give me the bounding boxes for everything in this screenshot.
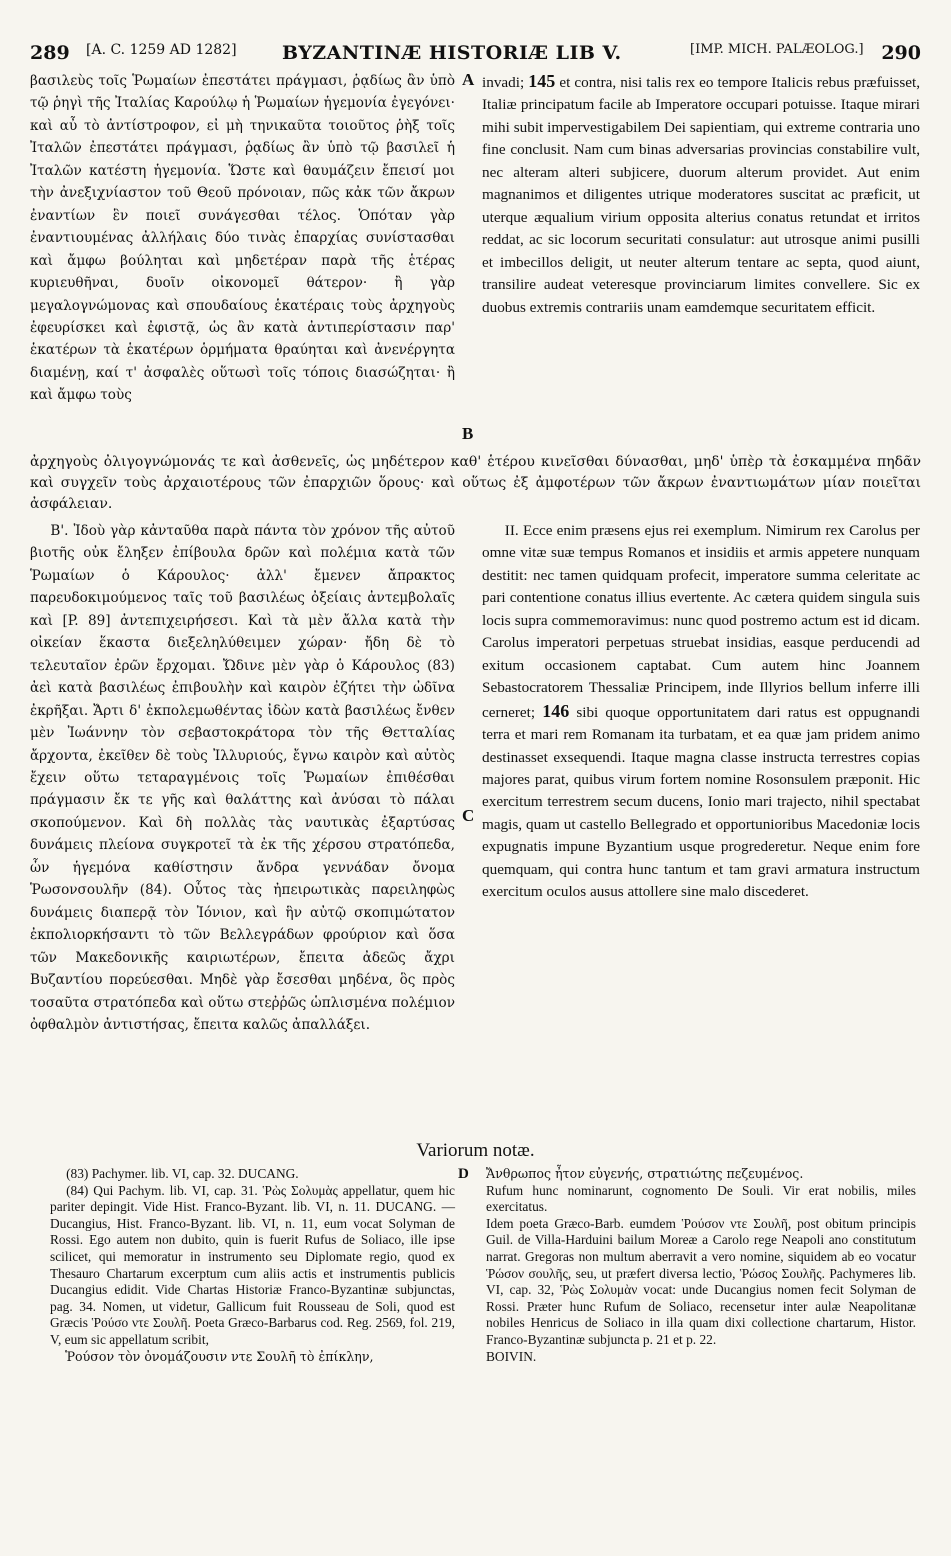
note-84: (84) Qui Pachym. lib. VI, cap. 31. Ῥὼς Σολυμὰς appellatur, quem hic pariter depingit. Vide Hist. Franco-Byzant. lib. VI, n. 11. DUCANG. — Ducangius, Hist. Franco-Byzant. lib. VI, n. 11, eum vocat Solyman de Rossi. Ego autem non dubito, quin is fuerit Rufus de Soliaco, ille ipse scilicet, qui memoratur in instrumento seu Diplomate regio, quod ex Thesauro Chartarum excerptum cum aliis actis et instrumentis publicis Ducangius edidit. Vide Chartas Historiæ Franco-Byzantinæ subjunctas, pag. 34. Nomen, ut videtur, Gallicum fuit Rousseau de Soli, quod est Græcis Ῥούσο ντε Σουλῆ. Poeta Græco-Barbarus cod. Reg. 2569, fol. 219, V, eum sic appellatum scribit,	[50, 1182, 455, 1347]
greek-fullwidth-continuation	[30, 452, 921, 516]
greek-paragraph-bottom: Β'. Ἰδοὺ γὰρ κἀνταῦθα παρὰ πάντα τὸν χρόνον τῆς αὐτοῦ βιοτῆς οὐκ ἔληξεν ἐπίβουλα δρῶν καὶ πολέμια κατὰ τῶν Ῥωμαίων ὁ Κάρουλος· ἀλλ' ἔμενεν ἄπρακτος παρευδοκιμούμενος ταῖς τοῦ βασιλέως ὀξείαις ἀντεμβολαῖς καὶ [P. 89] ἀντεπιχειρήσεσι. Καὶ τὰ μὲν ἄλλα κατὰ τὴν οἰκείαν ἕκαστα διεξεληλύθειμεν χώραν· ἤδη δὲ τὸ τελευταῖον ἐρῶν ἔρχομαι. Ὤδινε μὲν γὰρ ὁ Κάρουλος (83) ἀεὶ κατὰ βασιλέως ἐπιβουλὴν καὶ καιρὸν ἐζήτει τὴν ὠδῖνα ἐκρῆξαι. Ἄρτι δ' ἐκπολεμωθέντας ἰδὼν κατὰ βασιλέως ἔνθεν μὲν Ἰωάννην τὸν σεβαστοκράτορα τὸν τῆς Θετταλίας ἄρχοντα, ἐκεῖθεν δὲ τοὺς Ἰλλυριούς, ἔγνω καιρὸν καὶ αὐτὸς ἔχειν οὕτω τεταραγμένοις τοῖς Ῥωμαίων ἐπιθέσθαι πράγμασιν ἔκ τε γῆς καὶ θαλάττης καὶ ἀνύσαι τὸ πάλαι σκοπούμενον. Καὶ δὴ πολλὰς τὰς ναυτικὰς ἐξαρτύσας δυνάμεις πλείονα συγκροτεῖ τὰ ἐκ τῆς χέρσου στρατόπεδα, ὧν ἡγεμόνα καθίστησιν ἄνδρα γεννάδαν ὄνομα Ῥωσονσουλῆν (84). Οὗτος τὰς ἠπειρωτικὰς παρειληφὼς δυνάμεις διαπερᾷ τὸν Ἰόνιον, καὶ ἣν αὐτῷ σκοπιμώτατον ἐκπολιορκήσαντι τὸ τῶν Βελλεγράδων φρούριον καὶ ὅσα τῶν Μακεδονικῆς καιριωτέρων, ἔπειτα ἀδεῶς ἄχρι Βυζαντίου πορεύεσθαι. Μηδὲ γὰρ ἔσεσθαι μηδένα, ὃς πρὸς τοσαῦτα στρατόπεδα καὶ οὕτω στεῤῥῶς ὡπλισμένα πολέμιον ὀφθαλμὸν ἀντιστήσας, ἔπειτα καλῶς ἀπαλλάξει.	[30, 523, 455, 1033]
latin-paragraph-bottom	[482, 520, 920, 904]
book-title: BYZANTINÆ HISTORIÆ LIB V.	[282, 42, 622, 64]
note-author: BOIVIN.	[486, 1348, 537, 1364]
note-84-verse: Ῥούσον τὸν ὀνομάζουσιν ντε Σουλῆ τὸ ἐπίκλην,	[65, 1348, 374, 1364]
note-83: (83) Pachymer. lib. VI, cap. 32. DUCANG.	[66, 1166, 299, 1181]
section-number-146: 146	[542, 700, 570, 721]
margin-marker-d: D	[458, 1166, 469, 1182]
latin-bottom-text: sibi quoque opportunitatem dari ratus est oppugnandi terra et mari rem Romanam ita turbatam, et ea quæ jam pridem animo destinasset exsequendi. Itaque magna classe instructa terrestres copias majores parat, quibus virum fortem nomine Rosonsulem præponit. Hic exercitum terrestrem secum ducens, Ionio mari trajecto, nihil spectabat magis, quam ut castello Bellegrado et opportunioribus Macedoniæ locis expugnatis impune Byzantium usque progrederetur. Neque enim fore quemquam, qui contra hunc tantum et tam gravi armatura instructum exercitum oculos ausus attollere sine malo discederet.	[482, 703, 921, 901]
notes-left-column	[50, 1166, 455, 1365]
latin-paragraph-top	[482, 70, 920, 319]
date-range: [A. C. 1259 AD 1282]	[86, 42, 237, 58]
running-header	[30, 42, 921, 68]
latin-column-top	[482, 70, 920, 319]
page-number-left: 289	[30, 42, 70, 64]
latin-bottom-lead: II. Ecce enim præsens ejus rei exemplum. Nimirum rex Carolus per omne vitæ suæ tempus Romanos et insidiis et armis appetere nunquam destitit: nec tamen quidquam profecit, imperatore summa celeritate ac pari contentione conatus illius evertente. Ac cætera quidem singula suis locis supra commemoravimus: nunc quod postremo actum est id dicam. Carolus imperatori perpetuas struebat insidias, easque perducendi ad exitum occasionem captabat. Cum autem hinc Joannem Sebastocratorem Thessaliæ Principem, inde Illyrios bellum inferre illi cerneret;	[482, 522, 920, 721]
notes-right-column	[486, 1166, 916, 1365]
latin-top-lead: invadi;	[482, 74, 525, 91]
margin-marker-c: C	[462, 806, 475, 825]
greek-column-bottom	[30, 520, 455, 1036]
note-boivin-text: Idem poeta Græco-Barb. eumdem Ῥούσον ντε Σουλῆ, post obitum principis Guil. de Villa-Harduini bailum Moreæ a Carolo rege Neapoli ano constitutum narrat. Gregoras non multum aberravit a vero nomine, siquidem ab eo vocatur Ῥώσον σουλῆς, seu, ut præfert diversa lectio, Ῥώσος Σουλῆς. Pachymeres lib. VI, cap. 32, Ῥὼς Σολυμὰν vocat: unde Ducangius nomen fecit Solyman de Rossi. Præter hunc Rufum de Soliaco, recensetur inter aulæ Neapolitanæ nobiles Henricus de Soliaco in illa quam dixi collectione chartarum, Histor. Franco-Byzantinæ subjuncta p. 21 et p. 22.	[486, 1215, 916, 1347]
latin-top-text: et contra, nisi talis rex eo tempore Italicis rebus præfuisset, Italiæ principatum facile ab Imperatore occupari potuisse. Itaque mirari mihi subit impervestigabilem Dei sapientiam, qui extreme contraria uno fine conclusit. Nam cum binas adversarias provincias constabilire vult, nec alteram alteri subjicere, duorum alterum providet. Aut enim magnanimos et diligentes utrique moderatores suscitat ac præficit, ut uterque æqualium virium opposita alterius conatus retundat et irritos reddat, ac sic locorum securitati consulatur: aut utrosque animi pusilli et imbecillos deligit, ut neuter alterum tentare ac septa, quod aiunt, transilire audeat veteresque provinciarum limites convellere. Sic ex duobus extremis contrariis unam eamdemque securitatem efficit.	[482, 74, 921, 316]
margin-marker-b: B	[462, 424, 474, 443]
greek-column-top	[30, 70, 455, 407]
greek-full-text: ἀρχηγοὺς ὀλιγογνώμονάς τε καὶ ἀσθενεῖς, ὡς μηδέτερον καθ' ἑτέρου κινεῖσθαι δύνασθαι, μηδ' ὑπὲρ τὰ ἐσκαμμένα πηδᾶν καὶ συγχεῖν τοὺς ἀρχαιοτέρους τῶν ἐπαρχιῶν ὅρους· καὶ οὕτως ἐξ ἀμφοτέρων τῶν ἄκρων ἐναντιωμάτων μίαν ποιεῖται ἀσφάλειαν.	[30, 454, 921, 513]
note-verse-latin: Rufum hunc nominarunt, cognomento De Souli. Vir erat nobilis, miles exercitatus.	[486, 1182, 916, 1215]
latin-column-bottom	[482, 520, 920, 904]
section-number-145: 145	[528, 71, 556, 91]
running-head: [IMP. MICH. PALÆOLOG.]	[690, 42, 864, 57]
page-number-right: 290	[881, 42, 921, 64]
greek-paragraph-top: βασιλεὺς τοῖς Ῥωμαίων ἐπεστάτει πράγμασι, ῥᾳδίως ἂν ὑπὸ τῷ ῥηγὶ τῆς Ἰταλίας Καρούλῳ ἡ Ῥωμαίων ἡγεμονία ἐγεγόνει· καὶ αὖ τὸ ἀντίστροφον, εἰ μὴ τηνικαῦτα τοιοῦτος ῥὴξ τοῖς Ἰταλῶν ἐπεστάτει πράγμασι, ῥᾳδίως ἂν ὑπὸ τῷ βασιλεῖ ἡ Ἰταλῶν κατέστη ἡγεμονία. Ὥστε καὶ θαυμάζειν ἔπεισί μοι τὴν ἀνεξιχνίαστον τοῦ Θεοῦ πρόνοιαν, πῶς κἀκ τῶν ἄκρων ἐναντίων ἓν ποιεῖ συνάγεσθαι τέλος. Ὁπόταν γὰρ ἐναντιουμένας ἀλλήλαις δύο τινὰς ἐπαρχίας συνίστασθαι καὶ ἄμφω βούληται καὶ μηδετέραν παρὰ τῆς ἑτέρας κυριευθῆναι, δυοῖν οἰκονομεῖ θάτερον· ἢ γὰρ μεγαλογνώμονας καὶ σπουδαίους ἑκατέραις τοὺς ἀρχηγοὺς ἐφευρίσκει καὶ ἐφιστᾷ, ὡς ἂν κατὰ ἀντιπερίστασιν παρ' ἑκατέρων τὰ ἑκατέρων ὁρμήματα θραύηται καὶ ἀνενέργητα διαμένῃ, καί τ' ἀσφαλὲς οὕτωσὶ τοῖς τόποις διασώζηται· ἢ καὶ ἄμφω τοὺς	[30, 73, 455, 404]
margin-marker-a: A	[462, 70, 475, 89]
notes-title: Variorum notæ.	[416, 1140, 535, 1161]
note-verse-greek: Ἄνθρωπος ἦτον εὐγενής, στρατιώτης πεζευμένος.	[486, 1166, 804, 1181]
